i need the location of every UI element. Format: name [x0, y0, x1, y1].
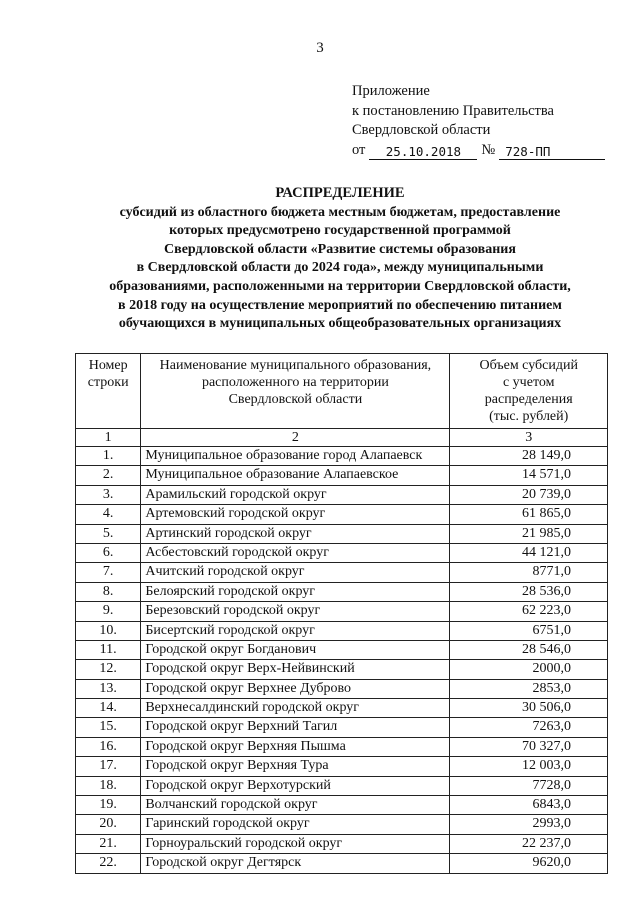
table-row — [76, 718, 608, 737]
table-row — [76, 815, 608, 834]
title-line: обучающихся в муниципальных общеобразовательных организациях — [118, 316, 562, 332]
decree-line — [352, 141, 605, 161]
header-number-line: строки — [87, 375, 129, 390]
row-municipality-name: Муниципальное образование город Алапаевск — [141, 447, 450, 466]
row-number: 8. — [76, 582, 141, 601]
table-row — [76, 485, 608, 504]
row-municipality-name: Ачитский городской округ — [141, 563, 450, 582]
table-row — [76, 447, 608, 466]
row-municipality-name: Асбестовский городской округ — [141, 543, 450, 562]
row-municipality-name: Белоярский городской округ — [141, 582, 450, 601]
table-row — [76, 563, 608, 582]
table-row — [76, 602, 608, 621]
row-subsidy-value: 61 865,0 — [450, 505, 608, 524]
row-municipality-name: Горноуральский городской округ — [141, 834, 450, 853]
row-municipality-name: Городской округ Верхняя Пышма — [141, 737, 450, 756]
row-municipality-name: Верхнесалдинский городской округ — [141, 699, 450, 718]
header-name-line: Наименование муниципального образования, — [159, 358, 432, 373]
header-volume-line: (тыс. рублей) — [489, 409, 569, 424]
table-row — [76, 640, 608, 659]
row-subsidy-value: 70 327,0 — [450, 737, 608, 756]
row-number: 15. — [76, 718, 141, 737]
row-number: 19. — [76, 796, 141, 815]
header-number-line: Номер — [88, 358, 128, 373]
row-number: 11. — [76, 640, 141, 659]
appendix-line-2: к постановлению Правительства — [352, 102, 554, 119]
row-number: 2. — [76, 466, 141, 485]
row-number: 16. — [76, 737, 141, 756]
row-number: 12. — [76, 660, 141, 679]
row-municipality-name: Березовский городской округ — [141, 602, 450, 621]
row-number: 20. — [76, 815, 141, 834]
row-subsidy-value: 7728,0 — [450, 776, 608, 795]
row-municipality-name: Городской округ Богданович — [141, 640, 450, 659]
header-name-line: расположенного на территории — [201, 375, 389, 390]
column-index: 3 — [450, 429, 608, 447]
header-volume — [450, 354, 608, 429]
column-index: 1 — [76, 429, 141, 447]
row-subsidy-value: 21 985,0 — [450, 524, 608, 543]
title-line: Свердловской области «Развитие системы образования — [164, 241, 516, 257]
title-line: в Свердловской области до 2024 года», между муниципальными — [136, 260, 544, 276]
row-number: 1. — [76, 447, 141, 466]
row-number: 17. — [76, 757, 141, 776]
appendix-block — [352, 82, 605, 160]
row-subsidy-value: 8771,0 — [450, 563, 608, 582]
row-subsidy-value: 2853,0 — [450, 679, 608, 698]
header-row — [76, 354, 608, 429]
appendix-line-3: Свердловской области — [352, 122, 491, 138]
row-subsidy-value: 2000,0 — [450, 660, 608, 679]
row-municipality-name: Городской округ Верхнее Дуброво — [141, 679, 450, 698]
row-number: 3. — [76, 485, 141, 504]
row-number: 6. — [76, 543, 141, 562]
header-volume-line: распределения — [484, 392, 573, 407]
document-title — [40, 184, 640, 334]
row-subsidy-value: 28 149,0 — [450, 447, 608, 466]
row-subsidy-value: 22 237,0 — [450, 834, 608, 853]
row-subsidy-value: 62 223,0 — [450, 602, 608, 621]
column-index: 2 — [141, 429, 450, 447]
row-municipality-name: Городской округ Верхний Тагил — [141, 718, 450, 737]
header-name-line: Свердловской области — [228, 392, 363, 407]
row-subsidy-value: 7263,0 — [450, 718, 608, 737]
table-row — [76, 621, 608, 640]
column-index-row — [76, 429, 608, 447]
table-row — [76, 737, 608, 756]
row-municipality-name: Муниципальное образование Алапаевское — [141, 466, 450, 485]
row-number: 13. — [76, 679, 141, 698]
row-subsidy-value: 28 546,0 — [450, 640, 608, 659]
table-row — [76, 505, 608, 524]
table-row — [76, 582, 608, 601]
table-row — [76, 699, 608, 718]
row-subsidy-value: 30 506,0 — [450, 699, 608, 718]
table-row — [76, 524, 608, 543]
row-subsidy-value: 6843,0 — [450, 796, 608, 815]
row-subsidy-value: 2993,0 — [450, 815, 608, 834]
table-row — [76, 757, 608, 776]
title-line: в 2018 году на осуществление мероприятий по обеспечению питанием — [118, 297, 562, 313]
page-number: 3 — [316, 40, 324, 56]
table-row — [76, 543, 608, 562]
row-number: 21. — [76, 834, 141, 853]
row-subsidy-value: 28 536,0 — [450, 582, 608, 601]
row-subsidy-value: 9620,0 — [450, 854, 608, 873]
title-line: субсидий из областного бюджета местным бюджетам, предоставление — [119, 204, 561, 220]
row-municipality-name: Гаринский городской округ — [141, 815, 450, 834]
number-label: № — [481, 141, 496, 158]
row-number: 5. — [76, 524, 141, 543]
row-subsidy-value: 6751,0 — [450, 621, 608, 640]
appendix-line-1: Приложение — [352, 83, 430, 99]
decree-number: 728-ПП — [499, 144, 605, 160]
row-municipality-name: Городской округ Верхотурский — [141, 776, 450, 795]
table-row — [76, 796, 608, 815]
row-number: 10. — [76, 621, 141, 640]
row-municipality-name: Артинский городской округ — [141, 524, 450, 543]
row-municipality-name: Арамильский городской округ — [141, 485, 450, 504]
distribution-table — [75, 353, 608, 874]
header-number — [76, 354, 141, 429]
row-subsidy-value: 14 571,0 — [450, 466, 608, 485]
row-municipality-name: Городской округ Верх-Нейвинский — [141, 660, 450, 679]
row-number: 4. — [76, 505, 141, 524]
row-number: 22. — [76, 854, 141, 873]
header-name — [141, 354, 450, 429]
row-municipality-name: Городской округ Дегтярск — [141, 854, 450, 873]
row-municipality-name: Артемовский городской округ — [141, 505, 450, 524]
header-volume-line: с учетом — [502, 375, 555, 390]
row-municipality-name: Городской округ Верхняя Тура — [141, 757, 450, 776]
row-number: 7. — [76, 563, 141, 582]
row-subsidy-value: 20 739,0 — [450, 485, 608, 504]
header-volume-line: Объем субсидий — [479, 358, 578, 373]
table-row — [76, 466, 608, 485]
table-row — [76, 679, 608, 698]
row-subsidy-value: 12 003,0 — [450, 757, 608, 776]
row-number: 14. — [76, 699, 141, 718]
from-label: от — [352, 141, 366, 158]
table-row — [76, 834, 608, 853]
table-row — [76, 776, 608, 795]
decree-date: 25.10.2018 — [369, 144, 477, 160]
row-municipality-name: Бисертский городской округ — [141, 621, 450, 640]
row-municipality-name: Волчанский городской округ — [141, 796, 450, 815]
title-line: образованиями, расположенными на территории Свердловской области, — [109, 278, 571, 294]
table-row — [76, 854, 608, 873]
row-number: 9. — [76, 602, 141, 621]
title-line: которых предусмотрено государственной программой — [169, 223, 511, 239]
title-main: РАСПРЕДЕЛЕНИЕ — [275, 185, 405, 201]
row-subsidy-value: 44 121,0 — [450, 543, 608, 562]
table-row — [76, 660, 608, 679]
row-number: 18. — [76, 776, 141, 795]
